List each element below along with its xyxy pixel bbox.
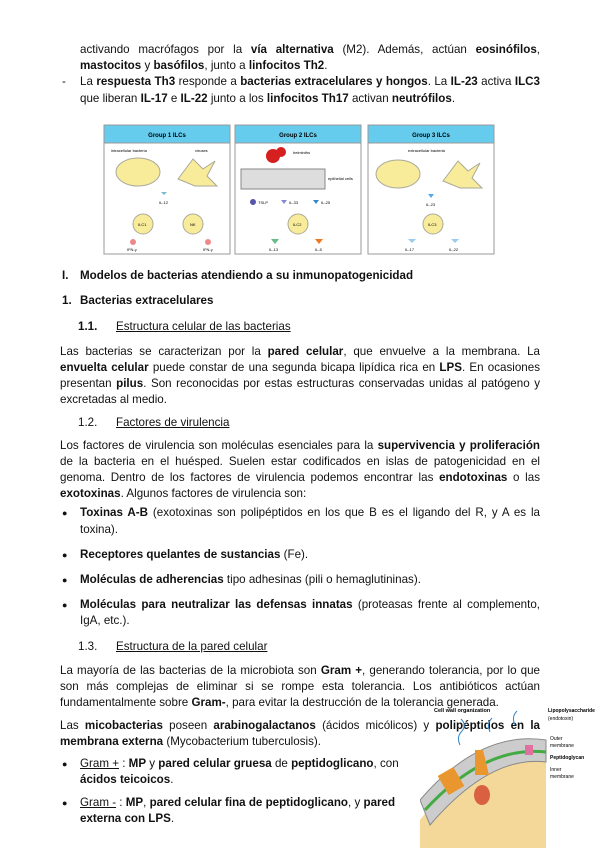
figure-label: Group 3 ILCs (412, 132, 450, 139)
text-run: , (143, 796, 150, 810)
text-run: de la bacteria en el huésped. Suelen estar codificados en islas de patogenicidad en el genoma. Dentro de los factores de virulencia podemos encontrar las (60, 454, 540, 485)
text-run: , que envuelve a la membrana. La (343, 344, 540, 358)
bullet-receptors (80, 547, 540, 563)
bold-term: ácidos teicoicos (80, 772, 171, 786)
bold-term: pared celular (267, 344, 344, 358)
bold-term: Gram- (191, 696, 226, 710)
figure-label: epithelial cells (328, 175, 353, 181)
figure-label: IL-22 (449, 246, 459, 252)
bold-term: LPS (439, 361, 462, 375)
text-run: que liberan (80, 91, 141, 105)
panel-group1 (104, 125, 230, 254)
text-run: tipo adhesinas (pili o hemaglutininas). (223, 573, 421, 587)
text-run: La mayoría de las bacterias de la microbiota son (60, 663, 321, 677)
bold-term: mastocitos (80, 59, 142, 73)
bold-term: pared celular fina de peptidoglicano (149, 796, 349, 810)
paragraph-cell-structure (60, 344, 540, 409)
bold-term: MP (125, 796, 144, 810)
text-run: o las (507, 471, 540, 485)
ilc-figure-wrapper (103, 124, 495, 255)
figure-label: IL-5 (315, 246, 322, 252)
panel-title: Group 1 ILCs (148, 132, 186, 139)
bullet-item (62, 572, 540, 588)
text-run: e (167, 91, 181, 105)
figure-label: IL-33 (289, 199, 299, 205)
text-run: . Son reconocidas por estas estructuras conservadas unidas al patógeno y excretadas al medio. (60, 377, 540, 407)
text-run: : (116, 796, 126, 810)
bold-term: respuesta Th3 (96, 75, 176, 89)
text-run: poseen (162, 719, 214, 733)
text-run: La (80, 75, 97, 89)
figure-label: IL-12 (159, 199, 169, 205)
figure-label: (endotoxin) (548, 716, 574, 722)
bullet-toxins (80, 505, 540, 537)
text-run: . (170, 772, 174, 786)
heading-1: Modelos de bacterias atendiendo a su inmunopatogenicidad (80, 268, 414, 282)
bold-term: pilus (116, 377, 144, 391)
text-run: (proteasas frente al complemento, IgA, etc.). (80, 598, 540, 628)
heading-1-number: I. (62, 268, 69, 282)
bullet-item (62, 547, 540, 563)
heading-2: Bacterias extracelulares (80, 293, 214, 307)
text-run: . (324, 59, 328, 73)
figure-label: Outer (550, 736, 563, 742)
bold-term: supervivencia y proliferación (377, 438, 540, 452)
bullet-gram-positive (80, 756, 400, 788)
bullet-icon: ● (62, 508, 68, 519)
text-run: responde a (175, 75, 241, 89)
bold-term: IL-17 (140, 91, 168, 105)
subheading-1-1-number: 1.1. (78, 319, 98, 333)
underlined-term: Gram + (80, 756, 119, 770)
text-run: y (141, 59, 154, 73)
text-run: activan (348, 91, 392, 105)
ilc-groups-figure (103, 124, 495, 255)
text-run: Las bacterias se caracterizan por la (60, 344, 268, 358)
text-run: , junto a (204, 59, 249, 73)
text-run: : (118, 756, 129, 770)
subheading-1-3-row (78, 639, 600, 655)
figure-label: ILC1 (138, 221, 147, 227)
cell-wall-figure (420, 700, 600, 848)
dash-bullet: - (62, 75, 66, 89)
bullet-neutralize (80, 597, 540, 629)
subheading-1-1-row (78, 319, 600, 335)
heading-2-row (62, 293, 600, 309)
figure-label: Peptidoglycan (550, 755, 585, 761)
figure-label: ILC2 (293, 221, 302, 227)
bold-term: pared externa con LPS (80, 796, 396, 826)
figure-label: extracellular bacteria (408, 147, 445, 153)
bullet-icon: ● (62, 758, 68, 769)
bold-term: IL-22 (180, 91, 208, 105)
figure-label: ILC3 (428, 221, 437, 227)
figure-label: IL-23 (426, 201, 436, 207)
bullet-icon: ● (62, 575, 68, 586)
text-run: , (536, 43, 541, 56)
text-run: (Fe). (280, 547, 309, 561)
underlined-term: Gram - (80, 796, 117, 810)
bold-term: MP (128, 756, 147, 770)
figure-label: TSLP (258, 199, 269, 205)
figure-label: IFN-γ (127, 246, 137, 252)
text-run: , y (348, 796, 364, 810)
bold-term: ILC3 (514, 75, 540, 89)
panel-group2 (235, 125, 361, 254)
bold-term: envuelta celular (60, 361, 149, 375)
subheading-1-2-row (78, 415, 600, 431)
bullet-adherence (80, 572, 540, 588)
text-run: junto a los (207, 91, 267, 105)
bold-term: linfocitos Th2 (248, 59, 325, 73)
bold-term: vía alternativa (250, 43, 334, 56)
bold-term: linfocitos Th17 (266, 91, 349, 105)
subheading-1-2: Factores de virulencia (116, 415, 230, 429)
figure-label: IL-17 (405, 246, 415, 252)
bold-term: Receptores quelantes de sustancias (80, 547, 281, 561)
bold-term: arabinogalactanos (213, 719, 316, 733)
bullet-item (62, 505, 540, 537)
text-run: activa (477, 75, 515, 89)
bullet-item (62, 597, 540, 629)
figure-label: IL-25 (321, 199, 331, 205)
bold-term: Moléculas de adherencias (80, 573, 224, 587)
text-run: , para evitar la destrucción de la tolerancia generada. (225, 696, 499, 710)
paragraph-th3 (80, 74, 540, 106)
text-run: . (451, 91, 456, 105)
paragraph-virulence (60, 438, 540, 503)
text-run: y (146, 756, 159, 770)
text-run: , con (373, 756, 399, 770)
bullet-icon: ● (62, 600, 68, 611)
subheading-1-1: Estructura celular de las bacterias (116, 319, 291, 333)
figure-label: intracellular bacteria (111, 147, 147, 153)
bold-term: micobacterias (84, 719, 163, 733)
subheading-1-3: Estructura de la pared celular (116, 639, 268, 653)
bullet-icon: ● (62, 798, 68, 809)
panel-group3 (368, 125, 494, 254)
bullet-gram-negative (80, 795, 400, 827)
figure-label: membrane (550, 743, 574, 749)
bold-term: IL-23 (450, 75, 478, 89)
heading-1-row (62, 268, 600, 284)
text-run: . (170, 812, 175, 826)
paragraph-th2 (80, 42, 540, 74)
figure-label: Group 2 ILCs (279, 132, 317, 139)
text-run: (ácidos micólicos) y (315, 719, 436, 733)
bold-term: peptidoglicano (291, 756, 374, 770)
figure-label: Cell wall organization (434, 708, 491, 714)
bold-term: Moléculas para neutralizar las defensas innatas (80, 598, 353, 612)
bold-term: Gram + (320, 663, 363, 677)
text-run: puede constar de una segunda bicapa lipídica rica en (148, 361, 440, 375)
bold-term: exotoxinas (60, 487, 121, 501)
text-run: . La (427, 75, 451, 89)
bullet-item (62, 756, 400, 788)
subheading-1-3-number: 1.3. (78, 639, 98, 653)
figure-label: Lipopolysaccharide (548, 708, 595, 714)
figure-label: Inner (550, 767, 562, 773)
bold-term: polipéptidos en la membrana externa (60, 719, 540, 749)
text-run: activando macrófagos por la (80, 43, 251, 56)
bold-term: basófilos (153, 59, 205, 73)
text-run: de (271, 756, 292, 770)
figure-label: viruses (195, 147, 208, 153)
figure-label: helminths (293, 149, 311, 155)
bold-term: bacterias extracelulares y hongos (240, 75, 428, 89)
bold-term: Toxinas A-B (80, 506, 149, 520)
text-run: (Mycobacterium tuberculosis). (163, 735, 321, 749)
text-run: . En ocasiones presentan (60, 361, 540, 391)
bold-term: neutrófilos (391, 91, 452, 105)
bold-term: pared celular gruesa (158, 756, 272, 770)
subheading-1-2-number: 1.2. (78, 415, 98, 429)
bullet-icon: ● (62, 549, 68, 560)
dash-item-th3 (62, 74, 540, 106)
bullet-item (62, 795, 400, 827)
heading-2-number: 1. (62, 293, 72, 307)
text-run: (exotoxinas son polipéptidos en los que B es el ligando del R, y A es la toxina). (80, 506, 540, 536)
bold-term: eosinófilos (475, 43, 537, 56)
text-run: Las (60, 719, 85, 733)
figure-label: IFN-γ (203, 246, 213, 252)
figure-label: IL-13 (269, 246, 279, 252)
text-run: Los factores de virulencia son moléculas esenciales para la (60, 438, 378, 452)
text-run: , generando tolerancia, por lo que son más complejas de eliminar si se rompe esta tolerancia. Los antibióticos actúan fundamentalmente sobre (60, 663, 541, 710)
bold-term: endotoxinas (439, 471, 508, 485)
text-run: (M2). Además, actúan (333, 43, 476, 56)
text-run: . Algunos factores de virulencia son: (120, 487, 307, 501)
figure-label: membrane (550, 774, 574, 780)
figure-label: NK (190, 221, 196, 227)
